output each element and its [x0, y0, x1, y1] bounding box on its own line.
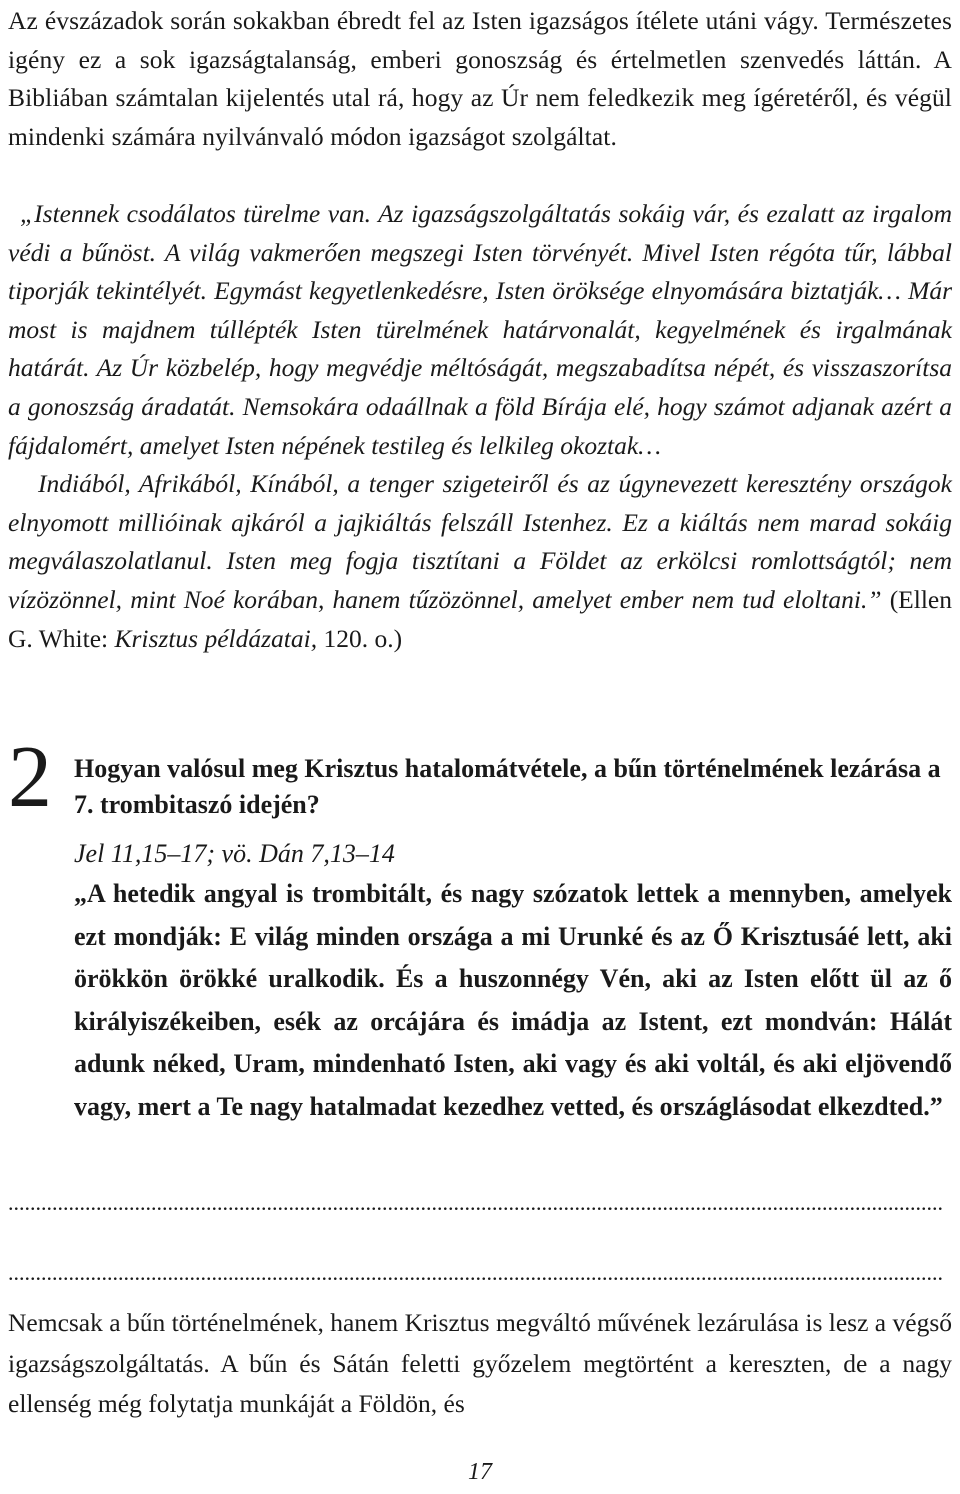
quote-paragraph-2: Indiából, Afrikából, Kínából, a tenger szigeteiről és az úgynevezett keresztény országok elnyomott millióinak ajkáról a jajkiáltás felszáll Istenhez. Ez a kiáltás nem marad sokáig megválaszolatlanul. Isten meg fogja tisztítani a Földet az erkölcsi romlottságtól; nem vízözönnel, mint Noé korában, hanem tűzözönnel, amelyet ember nem tud eloltani.” [8, 469, 952, 614]
closing-paragraph: Nemcsak a bűn történelmének, hanem Krisztus megváltó művének lezárulása is lesz a végső igazságszolgáltatás. A bűn és Sátán feletti győzelem megtörtént a kereszten, de a nagy ellenség még folytatja munkáját a Földön, és [8, 1308, 952, 1419]
question-title: Hogyan valósul meg Krisztus hatalomátvétele, a bűn történelmének lezárása a 7. trombitaszó idején? [74, 754, 941, 819]
answer-line-1[interactable]: .......................................................................................................................................................................... [8, 1192, 943, 1215]
answer-line-2[interactable]: .......................................................................................................................................................................... [8, 1262, 943, 1285]
quote-paragraph-1: „Istennek csodálatos türelme van. Az igazságszolgáltatás sokáig vár, és ezalatt az irgalom védi a bűnöst. A világ vakmerően megszegi Isten törvényét. Mivel Isten régóta tűr, lábbal tiporják tekintélyét. Egymást kegyetlenkedésre, Isten öröksége elnyomására biztatják… Már most is majdnem túllépték Isten türelmének határvonalát, kegyelmének és irgalmának határát. Az Úr közbelép, hogy megvédje méltóságát, megszabadítsa népét, és visszaszorítsa a gonoszság áradatát. Nemsokára odaállnak a föld Bírája elé, hogy számot adjanak azért a fájdalomért, amelyet Isten népének testileg és lelkileg okoztak… [8, 199, 952, 460]
page-number: 17 [468, 1459, 492, 1485]
question-number: 2 [8, 729, 52, 826]
quote-block [8, 195, 952, 658]
citation-book-title: Krisztus példázatai, [114, 623, 318, 653]
intro-paragraph: Az évszázadok során sokakban ébredt fel az Isten igazságos ítélete utáni vágy. Természetes igény ez a sok igazságtalanság, emberi gonoszság és értelmetlen szenvedés láttán. A Bibliában számtalan kijelentés utal rá, hogy az Úr nem feledkezik meg ígéretéről, és végül mindenki számára nyilvánvaló módon igazságot szolgáltat. [8, 6, 952, 151]
scripture-reference: Jel 11,15–17; vö. Dán 7,13–14 [74, 839, 395, 868]
quote-citation: (Ellen G. White: Krisztus példázatai, 120. o.) [8, 584, 952, 653]
scripture-verse: „A hetedik angyal is trombitált, és nagy szózatok lettek a mennyben, amelyek ezt mondják: E világ minden országa a mi Urunké és az Ő Krisztusáé lett, aki örökkön örökké uralkodik. És a huszonnégy Vén, aki az Isten előtt ül az ő királyiszékeiben, esék az orcájára és imádja az Istent, ezt mondván: Hálát adunk néked, Uram, mindenható Isten, aki vagy és aki voltál, és aki eljövendő vagy, mert a Te nagy hatalmadat kezedhez vetted, és országlásodat elkezdted.” [74, 879, 952, 1121]
